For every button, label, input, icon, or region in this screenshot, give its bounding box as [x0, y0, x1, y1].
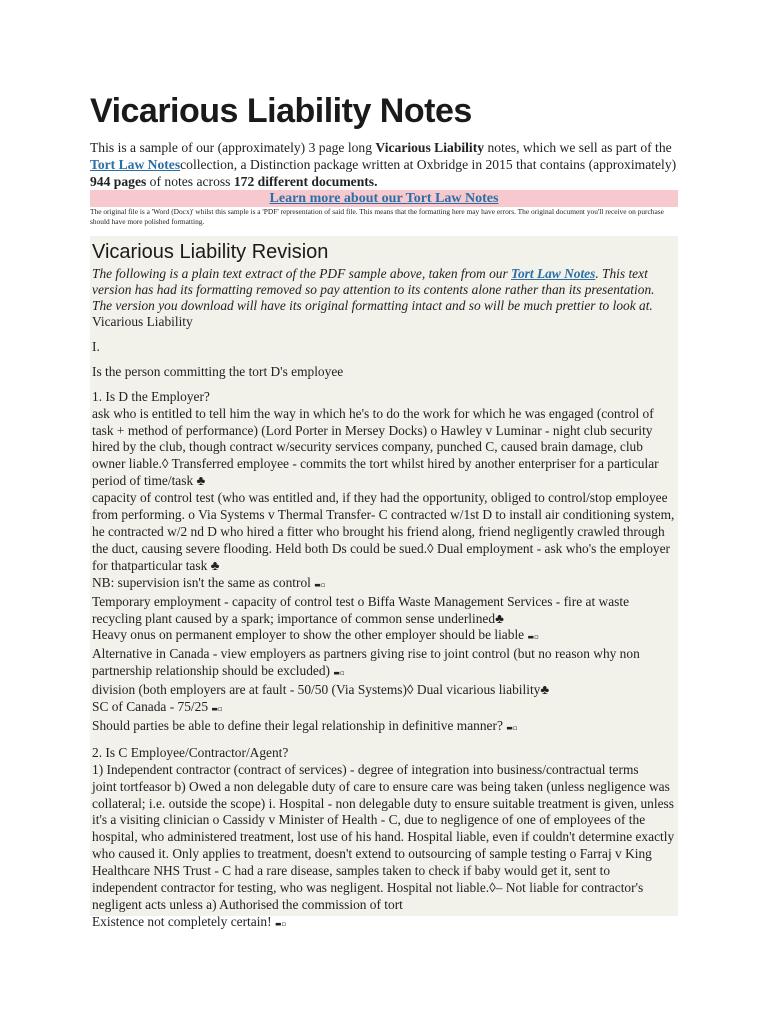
lead-text: . This text version has had its formatting removed so pay attention to its contents alone rather than its presentation. The version you download will have its original formatting intact and so will be much prettier to look at.: [92, 266, 655, 313]
intro-document-count: 172 different documents.: [233, 174, 378, 189]
list-marker-icon: ▬▫: [333, 669, 345, 678]
text-extract-panel: [90, 236, 678, 929]
extract-line: 1. Is D the Employer?: [92, 388, 210, 404]
extract-line: Should parties be able to define their legal relationship in definitive manner? ▬▫: [92, 717, 518, 733]
intro-text: collection, a Distinction package written at Oxbridge in 2015 that contains (approximately): [180, 157, 677, 172]
extract-line: NB: supervision isn't the same as control ▬▫: [92, 574, 326, 590]
intro-text: of notes across: [146, 174, 234, 189]
extract-line: Temporary employment - capacity of control test o Biffa Waste Management Services - fire at waste recycling plant caused by a spark; importance of common sense underlined♣: [92, 593, 630, 626]
intro-paragraph: [90, 139, 680, 190]
list-marker-icon: ▬▫: [527, 633, 539, 642]
intro-page-count: 944 pages: [90, 174, 147, 189]
extract-line: capacity of control test (who was entitled and, if they had the opportunity, obliged to control/stop employee from performing. o Via Systems v Thermal Transfer- C contracted w/1st D to install air conditioning system, he contracted w/2 nd D who hired a fitter who brought his friend along, friend negligently crawled through the duct, causing severe flooding. Held both Ds could be sued.◊ Dual employment - ask who's the employer for thatparticular task ♣: [92, 490, 675, 573]
extract-line: 2. Is C Employee/Contractor/Agent?: [92, 744, 289, 760]
learn-more-banner: [90, 190, 678, 207]
extract-lead: [92, 266, 676, 314]
extract-line: joint tortfeasor b) Owed a non delegable duty of care to ensure care was being taken (unless negligence was collateral; i.e. outside the scope) i. Hospital - non delegable duty to ensure suitable treatment is given, unless it's a visiting clinician o Cassidy v Minister of Health - C, due to negligence of one of employees of the hospital, who administered treatment, lost use of his hand. Hospital liable, even if couldn't determine exactly who caused it. Only applies to treatment, doesn't extend to outsourcing of sample testing o Farraj v King Healthcare NHS Trust - C had a rare disease, samples taken to check if baby would get it, sent to independent contractor for testing, who was negligent. Hospital not liable.◊– Not liable for contractor's negligent acts unless a) Authorised the commission of tort: [92, 778, 675, 912]
extract-line: Heavy onus on permanent employer to show the other employer should be liable ▬▫: [92, 627, 539, 643]
extract-line: Alternative in Canada - view employers as partners giving rise to joint control (but no reason why non partnership relationship should be excluded) ▬▫: [92, 646, 640, 679]
list-marker-icon: ▬▫: [274, 919, 287, 928]
extract-line: I.: [92, 338, 100, 354]
extract-tort-law-notes-link[interactable]: Tort Law Notes: [511, 266, 596, 281]
extract-line: SC of Canada - 75/25 ▬▫: [92, 699, 223, 715]
lead-text: The following is a plain text extract of the PDF sample above, taken from our: [92, 266, 512, 281]
extract-heading: Vicarious Liability Revision: [92, 241, 329, 263]
learn-more-link[interactable]: Learn more about our Tort Law Notes: [269, 191, 499, 206]
extract-line: 1) Independent contractor (contract of services) - degree of integration into business/contractual terms: [92, 761, 639, 777]
intro-bold-subject: Vicarious Liability: [375, 140, 485, 155]
extract-line: ask who is entitled to tell him the way in which he's to do the work for which he was engaged (control of task + method of performance) (Lord Porter in Mersey Docks) o Hawley v Luminar - night club security hired by the club, though contract w/security services company, punched C, caused brain damage, club owner liable.◊ Transferred employee - commits the tort whilst hired by another enterpriser for a particular period of time/task ♣: [92, 405, 659, 489]
extract-line: division (both employers are at fault - 50/50 (Via Systems)◊ Dual vicarious liability♣: [92, 682, 550, 698]
format-disclaimer: The original file is a 'Word (Docx)' whilst this sample is a 'PDF' representation of said file. This means that the formatting here may have errors. The original document you'll receive on purchase should have more polished formatting.: [90, 207, 664, 226]
extract-line: Is the person committing the tort D's employee: [92, 363, 344, 379]
intro-text: This is a sample of our (approximately) 3 page long: [90, 140, 376, 155]
extract-line: Existence not completely certain! ▬▫: [92, 913, 287, 929]
list-marker-icon: ▬▫: [506, 723, 518, 732]
extract-line: Vicarious Liability: [92, 314, 193, 329]
list-marker-icon: ▬▫: [314, 580, 326, 589]
list-marker-icon: ▬▫: [211, 705, 223, 714]
page-title: Vicarious Liability Notes: [90, 92, 472, 130]
tort-law-notes-link[interactable]: Tort Law Notes: [90, 157, 181, 172]
intro-text: notes, which we sell as part of the: [484, 140, 672, 155]
